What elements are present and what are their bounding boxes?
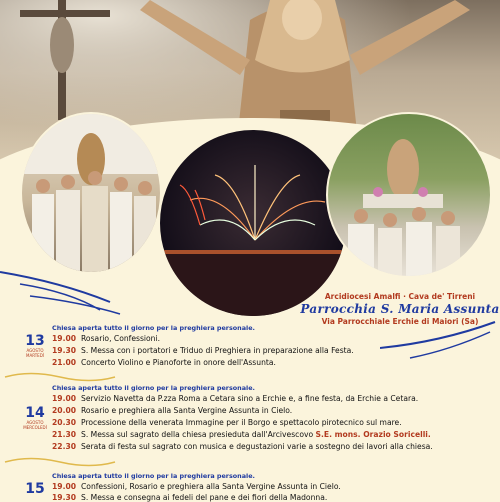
event-row xyxy=(52,334,160,343)
event-time: 19.30 xyxy=(52,493,77,502)
event-row xyxy=(52,430,431,439)
day-weekday: MERCOLEDÌ xyxy=(23,425,47,430)
event-time: 19.00 xyxy=(52,394,77,403)
day-number-block xyxy=(18,334,52,358)
event-text: S. Messa sul sagrato della chiesa presieduta dall'Arcivescovo xyxy=(81,430,314,439)
parish-address: Via Parrocchiale Erchie di Maiori (Sa) xyxy=(321,317,479,326)
event-time: 21.00 xyxy=(52,358,77,367)
procession-illustration xyxy=(328,114,490,276)
event-time: 22.30 xyxy=(52,442,77,451)
crucifix-beam xyxy=(20,10,110,17)
event-text: S. Messa e consegna ai fedeli del pane e dei fiori della Madonna. xyxy=(81,493,328,502)
event-text: Rosario e preghiera alla Santa Vergine Assunta in Cielo. xyxy=(81,406,293,415)
event-text: Servizio Navetta da P.zza Roma a Cetara sino a Erchie e, a fine festa, da Erchie a Cetara. xyxy=(81,394,419,403)
event-row xyxy=(52,346,354,355)
event-text: S. Messa con i portatori e Triduo di Preghiera in preparazione alla Festa. xyxy=(81,346,354,355)
event-text: Processione della venerata Immagine per il Borgo e spettacolo pirotecnico sul mare. xyxy=(81,418,402,427)
statue-left-arm xyxy=(140,0,250,75)
day-number-block xyxy=(18,482,52,496)
event-row xyxy=(52,482,341,491)
day-note: Chiesa aperta tutto il giorno per la preghiera personale. xyxy=(52,384,255,392)
statue-right-arm xyxy=(350,0,470,75)
decor-wave-left xyxy=(0,262,170,322)
day-number-block xyxy=(18,406,52,430)
day-note: Chiesa aperta tutto il giorno per la preghiera personale. xyxy=(52,472,255,480)
clergy-illustration xyxy=(22,114,160,272)
event-time: 20.30 xyxy=(52,418,77,427)
event-row xyxy=(52,442,433,451)
parish-header xyxy=(300,288,500,326)
parish-name: Parrocchia S. Maria Assunta xyxy=(300,302,500,316)
photo-procession xyxy=(326,112,492,278)
day-number: 14 xyxy=(25,405,45,421)
event-text: Concerto Violino e Pianoforte in onore dell'Assunta. xyxy=(81,358,276,367)
event-text: Serata di festa sul sagrato con musica e degustazioni varie a sostegno dei lavori alla chiesa. xyxy=(81,442,433,451)
day-month: AGOSTO xyxy=(26,420,44,425)
event-row xyxy=(52,406,292,415)
event-row xyxy=(52,394,418,403)
decor-divider-1 xyxy=(0,370,120,384)
day-number: 15 xyxy=(25,481,45,497)
crucifix-figure xyxy=(50,17,74,73)
event-text: Rosario, Confessioni. xyxy=(81,334,161,343)
event-text: Confessioni, Rosario e preghiera alla Santa Vergine Assunta in Cielo. xyxy=(81,482,341,491)
day-note: Chiesa aperta tutto il giorno per la preghiera personale. xyxy=(52,324,255,332)
day-month: AGOSTO xyxy=(26,348,44,353)
diocese-name: Arcidiocesi Amalfi · Cava de' Tirreni xyxy=(324,292,476,301)
event-time: 21.30 xyxy=(52,430,77,439)
day-number: 13 xyxy=(25,333,45,349)
event-row xyxy=(52,358,276,367)
decor-divider-2 xyxy=(0,455,120,469)
event-time: 20.00 xyxy=(52,406,77,415)
event-time: 19.00 xyxy=(52,482,77,491)
day-weekday: MARTEDÌ xyxy=(26,353,44,358)
event-time: 19.30 xyxy=(52,346,77,355)
photo-clergy xyxy=(20,112,162,274)
event-time: 19.00 xyxy=(52,334,77,343)
event-row xyxy=(52,418,402,427)
event-row xyxy=(52,493,327,502)
event-highlight: S.E. mons. Orazio Soricelli. xyxy=(315,430,431,439)
